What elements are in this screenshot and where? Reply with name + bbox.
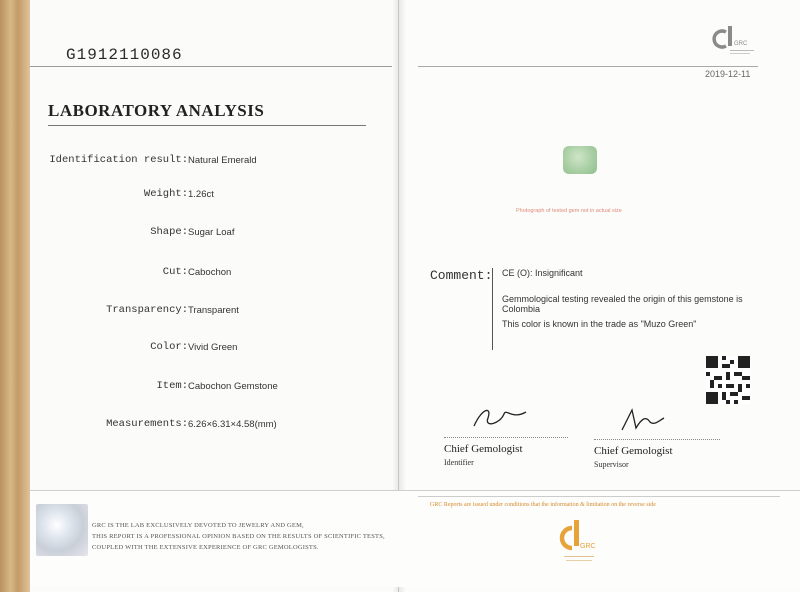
photo-caption: Photograph of tested gem not in actual size [516, 208, 622, 214]
signature-supervisor [616, 406, 666, 434]
svg-text:GRC: GRC [734, 41, 748, 47]
field-label: Shape: [150, 226, 188, 238]
field-label: Transparency: [106, 304, 188, 316]
field-value: 6.26×6.31×4.58(mm) [188, 419, 277, 430]
comment-line: Gemmological testing revealed the origin of this gemstone is [502, 294, 743, 304]
comment-line: Colombia [502, 304, 541, 314]
signature-title-identifier: Chief Gemologist [444, 443, 523, 455]
comment-line: This color is known in the trade as "Muzo Green" [502, 319, 697, 329]
report-number: G1912110086 [66, 46, 183, 64]
signature-line-supervisor [594, 439, 720, 440]
signature-title-supervisor: Chief Gemologist [594, 445, 673, 457]
footer-disclaimer: GRC Reports are issued under conditions that the information & limitation on the reverse side [430, 502, 656, 508]
field-row-shape [40, 226, 380, 244]
field-label: Weight: [143, 188, 188, 200]
signature-identifier [470, 404, 530, 434]
footer-statement-line: GRC IS THE LAB EXCLUSIVELY DEVOTED TO JEWELRY AND GEM, [92, 522, 304, 529]
logo-text: GRC [580, 543, 596, 550]
field-value: 1.26ct [188, 189, 214, 200]
field-label: Measurements: [106, 418, 188, 430]
field-row-weight [40, 188, 380, 206]
field-row-measurements [40, 418, 380, 436]
grc-logo-small [712, 24, 756, 58]
gem-photo [563, 146, 597, 174]
field-value: Natural Emerald [188, 155, 257, 166]
comment-line: CE (O): Insignificant [502, 268, 583, 278]
comment-bar [492, 268, 493, 350]
footer-right-divider [418, 496, 780, 497]
hologram-seal [36, 504, 88, 556]
field-row-cut [40, 266, 380, 284]
signature-role-identifier: Identifier [444, 458, 474, 467]
wood-background [0, 0, 30, 592]
section-title: LABORATORY ANALYSIS [48, 101, 265, 120]
field-label: Item: [156, 380, 188, 392]
right-header-divider [418, 66, 758, 67]
field-value: Vivid Green [188, 342, 238, 353]
field-row-identification [40, 154, 380, 172]
header-divider [30, 66, 392, 67]
comment-label: Comment: [430, 268, 493, 283]
footer-statement-line: THIS REPORT IS A PROFESSIONAL OPINION BASED ON THE RESULTS OF SCIENTIFIC TESTS, [92, 533, 385, 540]
field-row-color [40, 341, 380, 359]
report-date: 2019-12-11 [705, 69, 751, 79]
field-label: Color: [150, 341, 188, 353]
qr-code [706, 356, 750, 404]
footer-statement-line: COUPLED WITH THE EXTENSIVE EXPERIENCE OF GRC GEMOLOGISTS. [92, 544, 319, 551]
field-value: Sugar Loaf [188, 227, 235, 238]
title-underline [48, 125, 366, 126]
signature-line-identifier [444, 437, 568, 438]
field-row-item [40, 380, 380, 398]
field-value: Cabochon [188, 267, 232, 278]
field-label: Identification result: [49, 154, 188, 166]
field-value: Transparent [188, 305, 239, 316]
signature-role-supervisor: Supervisor [594, 460, 629, 469]
grc-logo-large [556, 518, 600, 568]
field-value: Cabochon Gemstone [188, 381, 278, 392]
field-row-transparency [40, 304, 380, 322]
field-label: Cut: [162, 266, 188, 278]
